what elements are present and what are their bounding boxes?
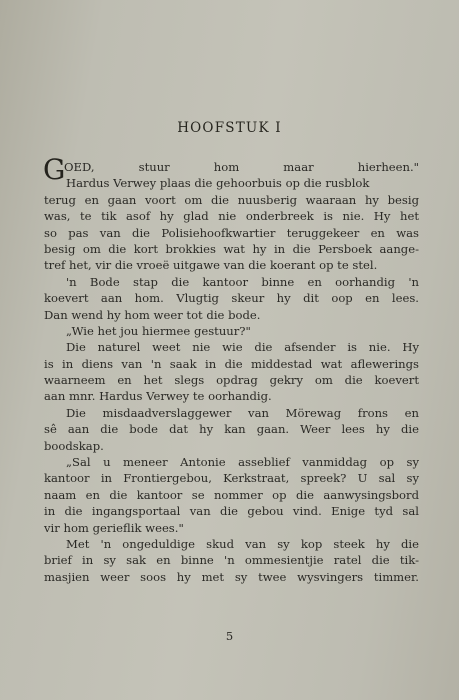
text-line: tref het, vir die vroeë uitgawe van die koerant op te stel.: [44, 258, 378, 273]
body-text: [43, 153, 419, 585]
text-line: koevert aan hom. Vlugtig skeur hy dit oop en lees.: [44, 291, 419, 306]
text-line: Met 'n ongeduldige skud van sy kop steek hy die: [66, 536, 419, 551]
text-line: Dan wend hy hom weer tot die bode.: [44, 307, 261, 322]
text-line: besig om die kort brokkies wat hy in die Persboek aange-: [44, 241, 419, 256]
text-line: aan mnr. Hardus Verwey te oorhandig.: [44, 389, 272, 404]
text-line: Hardus Verwey plaas die gehoorbuis op die rusblok: [66, 176, 370, 191]
text-line: naam en die kantoor se nommer op die aanwysingsbord: [44, 487, 419, 502]
text-line: terug en gaan voort om die nuusberig waaraan hy besig: [44, 192, 419, 207]
text-line: was, te tik asof hy glad nie onderbreek is nie. Hy het: [44, 209, 419, 224]
text-line: „Sal u meneer Antonie asseblief vanmiddag op sy: [66, 455, 419, 470]
text-line: Die naturel weet nie wie die afsender is nie. Hy: [66, 340, 419, 355]
text-line: 'n Bode stap die kantoor binne en oorhandig 'n: [66, 274, 419, 289]
text-line: kantoor in Frontiergebou, Kerkstraat, spreek? U sal sy: [44, 471, 419, 486]
text-line: masjien weer soos hy met sy twee wysvingers timmer.: [44, 569, 419, 584]
text-line: is in diens van 'n saak in die middestad wat aflewerings: [44, 356, 419, 371]
text-line: waarneem en het slegs opdrag gekry om die koevert: [44, 373, 419, 388]
chapter-title: HOOFSTUK I: [177, 120, 282, 136]
drop-cap: G: [43, 153, 66, 186]
text-line: „Wie het jou hiermee gestuur?": [66, 323, 251, 338]
text-line: boodskap.: [44, 438, 104, 453]
text-line: brief in sy sak en binne 'n ommesientjie ratel die tik-: [44, 553, 419, 568]
page-number: 5: [225, 629, 234, 643]
line-text: OED, stuur hom maar hierheen.": [64, 160, 419, 174]
text-line: in die ingangsportaal van die gebou vind. Enige tyd sal: [44, 504, 419, 519]
text-line: vir hom gerieflik wees.": [44, 520, 184, 535]
text-line: so pas van die Polisiehoofkwartier teruggekeer en was: [44, 225, 419, 240]
text-line: sê aan die bode dat hy kan gaan. Weer lees hy die: [44, 422, 419, 437]
text-line: Die misdaadverslaggewer van Mörewag frons en: [66, 405, 419, 420]
